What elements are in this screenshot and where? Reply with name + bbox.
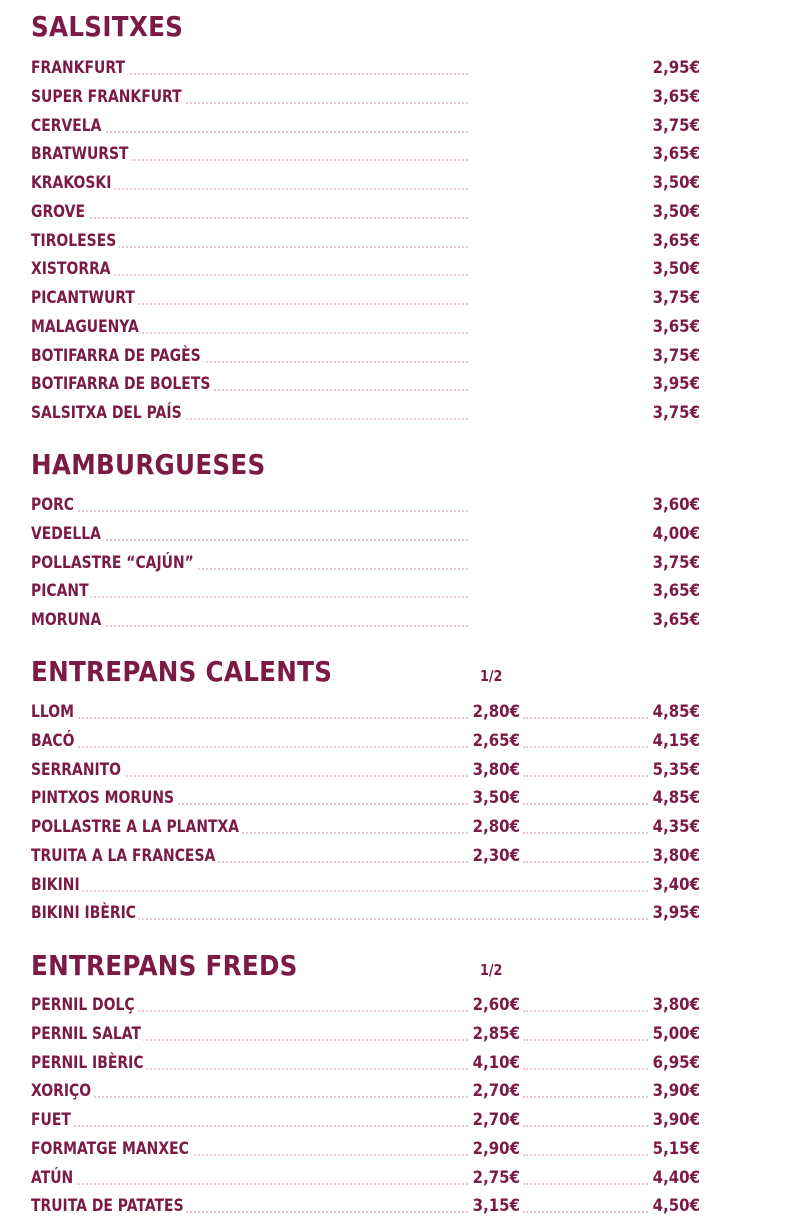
half-size-label: 1/2 xyxy=(480,961,503,979)
dotted-leader xyxy=(523,1039,648,1041)
item-name: PERNIL IBÈRIC xyxy=(31,1052,146,1074)
item-name: TRUITA A LA FRANCESA xyxy=(31,845,218,867)
item-name: SERRANITO xyxy=(31,759,123,781)
item-price-full: 5,00€ xyxy=(652,1023,700,1044)
menu-item-row xyxy=(31,845,711,867)
item-price-full: 5,15€ xyxy=(652,1138,700,1159)
item-price-full: 4,85€ xyxy=(652,702,700,722)
menu-item-row xyxy=(31,994,711,1016)
menu-item-row xyxy=(31,787,711,809)
section-title: ENTREPANS CALENTS xyxy=(31,655,333,688)
item-price-full: 3,90€ xyxy=(652,1110,700,1130)
menu-item-row xyxy=(31,580,711,602)
item-name: PICANTWURT xyxy=(31,287,137,309)
item-name: SALSITXA DEL PAÍS xyxy=(31,402,184,424)
item-price-half: 2,90€ xyxy=(472,1138,520,1159)
menu-item-row xyxy=(31,402,711,424)
item-price-full: 3,95€ xyxy=(652,903,700,924)
item-name: BOTIFARRA DE PAGÈS xyxy=(31,345,203,367)
menu-item-row xyxy=(31,730,711,752)
item-price: 3,65€ xyxy=(652,610,700,630)
dotted-leader xyxy=(31,1125,468,1127)
item-price: 3,75€ xyxy=(652,403,700,423)
item-name: PERNIL DOLÇ xyxy=(31,994,137,1016)
item-name: PINTXOS MORUNS xyxy=(31,787,177,809)
half-size-label: 1/2 xyxy=(480,667,503,685)
item-price-full: 5,35€ xyxy=(652,759,700,780)
item-price: 3,75€ xyxy=(652,552,700,573)
item-name: POLLASTRE A LA PLANTXA xyxy=(31,816,242,838)
item-name: POLLASTRE “CAJÚN” xyxy=(31,552,196,574)
dotted-leader xyxy=(523,832,648,834)
item-name: FUET xyxy=(31,1109,73,1131)
item-price: 3,50€ xyxy=(652,201,700,222)
dotted-leader xyxy=(31,1096,468,1098)
menu-item-row xyxy=(31,523,711,545)
item-name: MALAGUENYA xyxy=(31,316,141,338)
item-price-half: 3,15€ xyxy=(472,1196,520,1217)
dotted-leader xyxy=(31,890,648,892)
item-price-full: 4,50€ xyxy=(652,1196,700,1217)
dotted-leader xyxy=(31,1183,468,1185)
menu-item-row xyxy=(31,373,711,395)
item-price: 3,50€ xyxy=(652,173,700,193)
item-price-half: 2,65€ xyxy=(472,730,520,751)
item-price: 3,50€ xyxy=(652,259,700,280)
item-price-half: 3,50€ xyxy=(472,788,520,809)
dotted-leader xyxy=(523,1125,648,1127)
menu-item-row xyxy=(31,345,711,367)
menu-item-row xyxy=(31,1023,711,1045)
dotted-leader xyxy=(31,746,468,748)
item-name: XISTORRA xyxy=(31,258,113,280)
item-name: PORC xyxy=(31,494,76,516)
item-price: 3,60€ xyxy=(652,495,700,515)
menu-item-row xyxy=(31,230,711,252)
item-price: 3,65€ xyxy=(652,230,700,251)
item-price-half: 3,80€ xyxy=(472,759,520,780)
item-name: KRAKOSKI xyxy=(31,172,114,194)
item-name: FRANKFURT xyxy=(31,57,127,79)
item-price-full: 3,90€ xyxy=(652,1081,700,1102)
menu-item-row xyxy=(31,874,711,896)
item-price-full: 3,40€ xyxy=(652,874,700,895)
menu-item-row xyxy=(31,701,711,723)
menu-item-row xyxy=(31,316,711,338)
item-name: TIROLESES xyxy=(31,230,119,252)
dotted-leader xyxy=(523,1096,648,1098)
item-name: ATÚN xyxy=(31,1167,76,1189)
item-price-full: 4,15€ xyxy=(652,730,700,751)
menu-item-row xyxy=(31,1138,711,1160)
item-name: LLOM xyxy=(31,701,76,723)
dotted-leader xyxy=(523,861,648,863)
menu-item-row xyxy=(31,494,711,516)
menu-item-row xyxy=(31,759,711,781)
menu-item-row xyxy=(31,86,711,108)
item-price-half: 2,80€ xyxy=(472,817,520,837)
item-name: TRUITA DE PATATES xyxy=(31,1195,186,1217)
item-name: XORIÇO xyxy=(31,1080,94,1102)
item-price: 3,65€ xyxy=(652,316,700,337)
dotted-leader xyxy=(523,1183,648,1185)
dotted-leader xyxy=(523,717,648,719)
dotted-leader xyxy=(523,1154,648,1156)
menu-item-row xyxy=(31,115,711,137)
dotted-leader xyxy=(523,803,648,805)
item-price: 3,75€ xyxy=(652,115,700,136)
menu-item-row xyxy=(31,902,711,924)
menu-item-row xyxy=(31,143,711,165)
item-price: 3,65€ xyxy=(652,144,700,165)
item-price: 2,95€ xyxy=(652,58,700,78)
item-price-half: 4,10€ xyxy=(472,1052,520,1073)
item-price-half: 2,30€ xyxy=(472,845,520,866)
item-price: 3,75€ xyxy=(652,345,700,366)
dotted-leader xyxy=(523,1211,648,1213)
item-price: 3,65€ xyxy=(652,86,700,107)
menu-item-row xyxy=(31,1109,711,1131)
item-price: 3,75€ xyxy=(652,288,700,308)
item-price-half: 2,70€ xyxy=(472,1081,520,1102)
menu-item-row xyxy=(31,1080,711,1102)
item-price: 3,95€ xyxy=(652,374,700,395)
item-name: BRATWURST xyxy=(31,143,131,165)
item-name: MORUNA xyxy=(31,609,104,631)
dotted-leader xyxy=(31,217,468,219)
dotted-leader xyxy=(523,1068,648,1070)
item-price-full: 3,80€ xyxy=(652,845,700,866)
item-price-full: 6,95€ xyxy=(652,1052,700,1073)
item-name: BACÓ xyxy=(31,730,77,752)
menu-item-row xyxy=(31,609,711,631)
menu-item-row xyxy=(31,1195,711,1217)
dotted-leader xyxy=(31,596,468,598)
item-price-half: 2,80€ xyxy=(472,702,520,722)
dotted-leader xyxy=(523,1010,648,1012)
item-price-half: 2,85€ xyxy=(472,1023,520,1044)
item-price-full: 4,85€ xyxy=(652,788,700,809)
menu-item-row xyxy=(31,552,711,574)
menu-item-row xyxy=(31,1167,711,1189)
menu-item-row xyxy=(31,816,711,838)
item-name: FORMATGE MANXEC xyxy=(31,1138,191,1160)
item-name: PICANT xyxy=(31,580,91,602)
item-price-half: 2,75€ xyxy=(472,1167,520,1188)
item-price: 4,00€ xyxy=(652,523,700,544)
item-name: BIKINI xyxy=(31,874,82,896)
item-name: BOTIFARRA DE BOLETS xyxy=(31,373,213,395)
section-title: ENTREPANS FREDS xyxy=(31,949,298,982)
dotted-leader xyxy=(31,510,468,512)
section-title: SALSITXES xyxy=(31,10,184,43)
menu-item-row xyxy=(31,258,711,280)
item-price-half: 2,70€ xyxy=(472,1110,520,1130)
item-price: 3,65€ xyxy=(652,581,700,602)
menu-item-row xyxy=(31,57,711,79)
item-name: VEDELLA xyxy=(31,523,103,545)
item-name: CERVELA xyxy=(31,115,104,137)
dotted-leader xyxy=(523,746,648,748)
menu-item-row xyxy=(31,172,711,194)
dotted-leader xyxy=(523,775,648,777)
item-price-full: 4,35€ xyxy=(652,817,700,837)
item-name: GROVE xyxy=(31,201,87,223)
menu-item-row xyxy=(31,201,711,223)
menu-item-row xyxy=(31,287,711,309)
menu-item-row xyxy=(31,1052,711,1074)
item-name: BIKINI IBÈRIC xyxy=(31,902,138,924)
item-price-full: 3,80€ xyxy=(652,995,700,1015)
dotted-leader xyxy=(31,717,468,719)
item-price-half: 2,60€ xyxy=(472,995,520,1015)
item-price-full: 4,40€ xyxy=(652,1167,700,1188)
item-name: SUPER FRANKFURT xyxy=(31,86,184,108)
section-title: HAMBURGUESES xyxy=(31,448,266,481)
item-name: PERNIL SALAT xyxy=(31,1023,143,1045)
